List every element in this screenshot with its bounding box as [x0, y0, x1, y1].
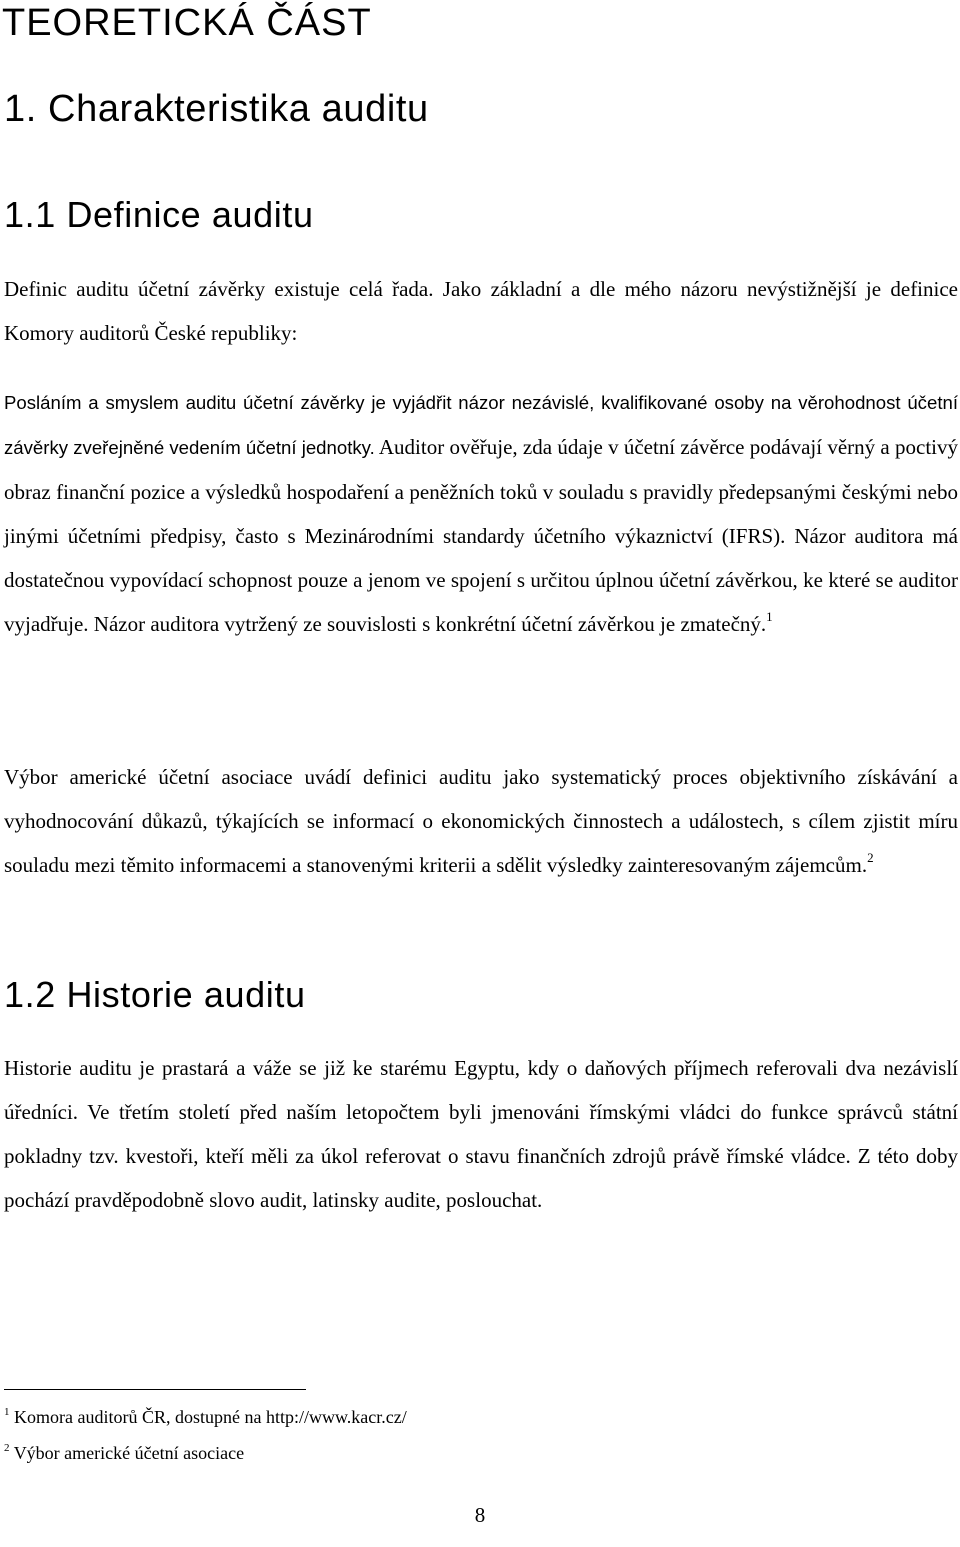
chapter-heading: 1. Charakteristika auditu	[4, 88, 429, 130]
footnote-ref-2[interactable]: 2	[867, 850, 874, 865]
paragraph-aaa-definition	[4, 755, 958, 887]
footnote-text: Komora auditorů ČR, dostupné na http://www.kacr.cz/	[14, 1407, 407, 1427]
section-heading-historie: 1.2 Historie auditu	[4, 974, 306, 1015]
paragraph-text: Historie auditu je prastará a váže se již ke starému Egyptu, kdy o daňových příjmech referovali dva nezávislí úředníci. Ve třetím století před naším letopočtem byli jmenováni římskými vládci do funkce správců státní pokladny tzv. kvestoři, kteří měli za úkol referovat o stavu finančních zdrojů právě římské vládce. Z této doby pochází pravděpodobně slovo audit, latinsky audite, poslouchat.	[4, 1056, 958, 1212]
section-heading-definice: 1.1 Definice auditu	[4, 194, 314, 235]
paragraph-text: Auditor ověřuje, zda údaje v účetní závěrce podávají věrný a poctivý obraz finanční pozice a výsledků hospodaření a peněžních toků v souladu s pravidly předepsanými českými nebo jinými účetními předpisy, často s Mezinárodními standardy účetního výkaznictví (IFRS). Názor auditora má dostatečnou vypovídací schopnost pouze a jenom ve spojení s určitou úplnou účetní závěrkou, ke které se auditor vyjadřuje. Názor auditora vytržený ze souvislosti s konkrétní účetní závěrkou je zmatečný.	[4, 435, 958, 636]
page-number: 8	[474, 1503, 486, 1527]
footnote-text: Výbor americké účetní asociace	[13, 1443, 245, 1463]
footnote-2	[4, 1441, 244, 1465]
paragraph-text: Definic auditu účetní závěrky existuje celá řada. Jako základní a dle mého názoru nevýstižnější je definice Komory auditorů České republiky:	[4, 277, 958, 345]
paragraph-text: Výbor americké účetní asociace uvádí definici auditu jako systematický proces objektivního získávání a vyhodnocování důkazů, týkajících se informací o ekonomických činnostech a událostech, s cílem zjistit míru souladu mezi těmito informacemi a stanovenými kriterii a sdělit výsledky zainteresovaným zájemcům.	[4, 765, 958, 877]
footnote-number: 2	[4, 1442, 10, 1454]
paragraph-history	[4, 1046, 958, 1222]
footnote-1	[4, 1405, 407, 1429]
paragraph-komora-definition	[4, 380, 958, 646]
quoted-definition-text: Posláním a smyslem auditu účetní závěrky je vyjádřit názor nezávislé, kvalifikované osoby na věrohodnost účetní závěrky zveřejněné vedením účetní jednotky.	[4, 392, 958, 458]
footnote-number: 1	[4, 1406, 10, 1418]
part-heading: TEORETICKÁ ČÁST	[2, 2, 372, 44]
footnote-separator	[4, 1389, 306, 1390]
paragraph-definition-intro	[4, 267, 958, 355]
footnote-ref-1[interactable]: 1	[766, 609, 773, 624]
